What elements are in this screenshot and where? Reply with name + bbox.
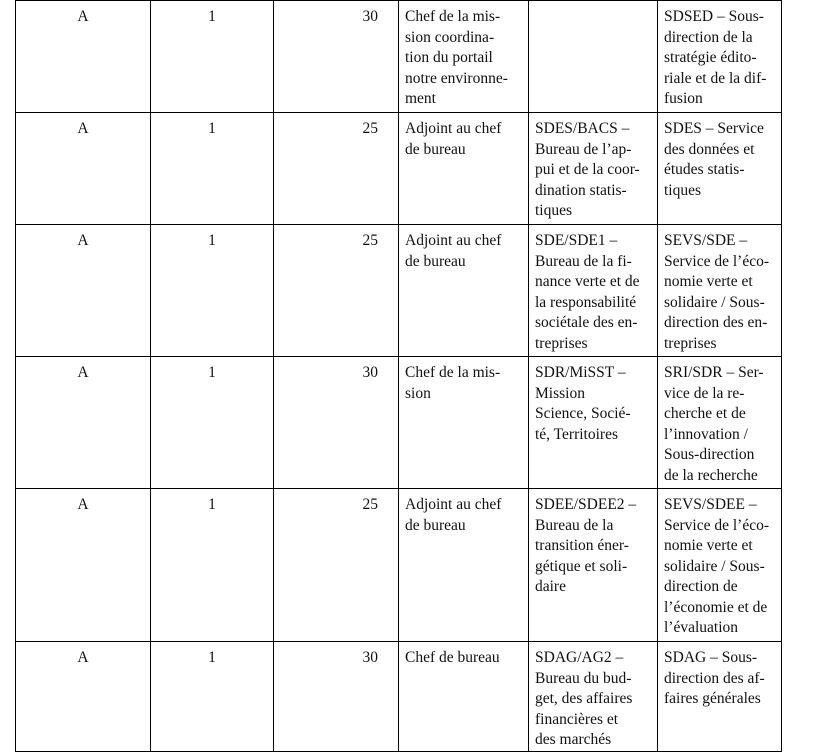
category-cell: A: [16, 113, 151, 225]
bureau-line: transition éner-: [535, 537, 629, 554]
category-cell: A: [16, 489, 151, 642]
bureau-line: SDEE/SDEE2 –: [535, 496, 637, 513]
bureau-line: get, des affaires: [535, 690, 633, 707]
bureau-line: daire: [535, 578, 566, 595]
points-cell: [274, 225, 399, 357]
points-cell: [274, 357, 399, 489]
direction-line: Service de l’éco-: [664, 516, 769, 534]
direction-line: l’évaluation: [664, 619, 739, 636]
direction-line: SEVS/SDEE –: [664, 496, 757, 513]
direction-line: nomie verte et: [664, 537, 753, 554]
function-line: Adjoint au chef: [405, 496, 502, 513]
points-cell: [274, 642, 399, 752]
bureau-cell: [529, 225, 658, 357]
bureau-line: la responsabilité: [535, 293, 637, 311]
function-line: Chef de bureau: [405, 649, 500, 666]
bureau-line: Bureau de l’ap-: [535, 140, 632, 158]
bureau-line: Bureau de la: [535, 516, 614, 534]
direction-line: riale et de la dif-: [664, 69, 767, 87]
function-line: sion coordina-: [405, 28, 495, 46]
table-row: [16, 113, 782, 225]
direction-line: solidaire / Sous-: [664, 293, 765, 311]
direction-cell: [658, 1, 782, 113]
direction-line: nomie verte et: [664, 273, 753, 290]
number-cell: 1: [151, 357, 274, 489]
points-value: 30: [362, 8, 378, 25]
function-line: ment: [405, 90, 436, 107]
direction-line: Sous-direction: [664, 446, 755, 463]
bureau-line: des marchés: [535, 731, 612, 748]
bureau-cell: [529, 642, 658, 752]
direction-cell: [658, 357, 782, 489]
function-line: sion: [405, 384, 431, 402]
points-value: 25: [362, 232, 378, 249]
function-line: Adjoint au chef: [405, 232, 502, 249]
direction-cell: [658, 225, 782, 357]
function-cell: [399, 642, 529, 752]
bureau-cell: [529, 357, 658, 489]
function-line: de bureau: [405, 516, 466, 534]
table-row: [16, 225, 782, 357]
direction-line: SDES – Service: [664, 120, 764, 137]
bureau-line: Science, Socié-: [535, 405, 631, 422]
direction-line: solidaire / Sous-: [664, 557, 765, 575]
points-cell: [274, 1, 399, 113]
function-line: de bureau: [405, 140, 466, 158]
points-cell: [274, 113, 399, 225]
bureau-line: treprises: [535, 334, 588, 352]
bureau-line: SDR/MiSST –: [535, 364, 626, 381]
bureau-line: té, Territoires: [535, 425, 618, 443]
function-cell: [399, 225, 529, 357]
table-row: [16, 1, 782, 113]
function-line: Chef de la mis-: [405, 8, 501, 25]
bureau-line: SDE/SDE1 –: [535, 232, 618, 249]
direction-line: études statis-: [664, 161, 745, 178]
category-cell: A: [16, 357, 151, 489]
direction-line: l’économie et de: [664, 598, 768, 616]
function-line: Adjoint au chef: [405, 120, 502, 137]
table-body: [16, 1, 782, 752]
category-cell: A: [16, 642, 151, 752]
points-value: 25: [362, 120, 378, 137]
number-cell: 1: [151, 489, 274, 642]
direction-cell: [658, 642, 782, 752]
function-cell: [399, 357, 529, 489]
direction-line: SRI/SDR – Ser-: [664, 364, 764, 381]
direction-line: direction des af-: [664, 669, 765, 687]
function-line: tion du portail: [405, 49, 493, 66]
table-row: [16, 642, 782, 752]
direction-line: direction de la: [664, 28, 753, 46]
bureau-cell: [529, 489, 658, 642]
points-cell: [274, 489, 399, 642]
direction-line: tiques: [664, 181, 702, 199]
function-cell: [399, 1, 529, 113]
positions-table: [15, 0, 782, 752]
direction-line: direction des en-: [664, 314, 768, 331]
direction-line: vice de la re-: [664, 384, 745, 402]
table-row: [16, 489, 782, 642]
function-line: notre environne-: [405, 69, 508, 87]
direction-line: direction de: [664, 578, 738, 595]
table-row: [16, 357, 782, 489]
bureau-line: Bureau de la fi-: [535, 252, 632, 270]
points-value: 30: [362, 649, 378, 666]
function-cell: [399, 489, 529, 642]
bureau-line: financières et: [535, 710, 619, 728]
direction-line: cherche et de: [664, 405, 746, 422]
direction-line: faires générales: [664, 690, 761, 707]
bureau-cell: [529, 1, 658, 113]
direction-line: des données et: [664, 140, 755, 158]
bureau-line: pui et de la coor-: [535, 161, 640, 178]
bureau-line: gétique et soli-: [535, 557, 628, 575]
bureau-line: Mission: [535, 384, 585, 402]
direction-cell: [658, 489, 782, 642]
bureau-line: Bureau du bud-: [535, 669, 632, 687]
direction-line: stratégie édito-: [664, 49, 757, 66]
direction-line: de la recherche: [664, 466, 758, 484]
direction-line: SEVS/SDE –: [664, 232, 748, 249]
points-value: 25: [362, 496, 378, 513]
bureau-line: SDES/BACS –: [535, 120, 630, 137]
function-cell: [399, 113, 529, 225]
bureau-line: dination statis-: [535, 181, 627, 199]
number-cell: 1: [151, 113, 274, 225]
bureau-cell: [529, 113, 658, 225]
direction-line: fusion: [664, 90, 703, 107]
number-cell: 1: [151, 1, 274, 113]
direction-cell: [658, 113, 782, 225]
direction-line: SDSED – Sous-: [664, 8, 764, 25]
bureau-line: nance verte et de: [535, 273, 640, 290]
direction-line: treprises: [664, 334, 717, 352]
number-cell: 1: [151, 642, 274, 752]
bureau-line: tiques: [535, 202, 573, 219]
function-line: de bureau: [405, 252, 466, 270]
function-line: Chef de la mis-: [405, 364, 501, 381]
number-cell: 1: [151, 225, 274, 357]
points-value: 30: [362, 364, 378, 381]
direction-line: Service de l’éco-: [664, 252, 769, 270]
category-cell: A: [16, 225, 151, 357]
category-cell: A: [16, 1, 151, 113]
bureau-line: sociétale des en-: [535, 314, 638, 331]
direction-line: SDAG – Sous-: [664, 649, 758, 666]
direction-line: l’innovation /: [664, 425, 748, 443]
bureau-line: SDAG/AG2 –: [535, 649, 624, 666]
